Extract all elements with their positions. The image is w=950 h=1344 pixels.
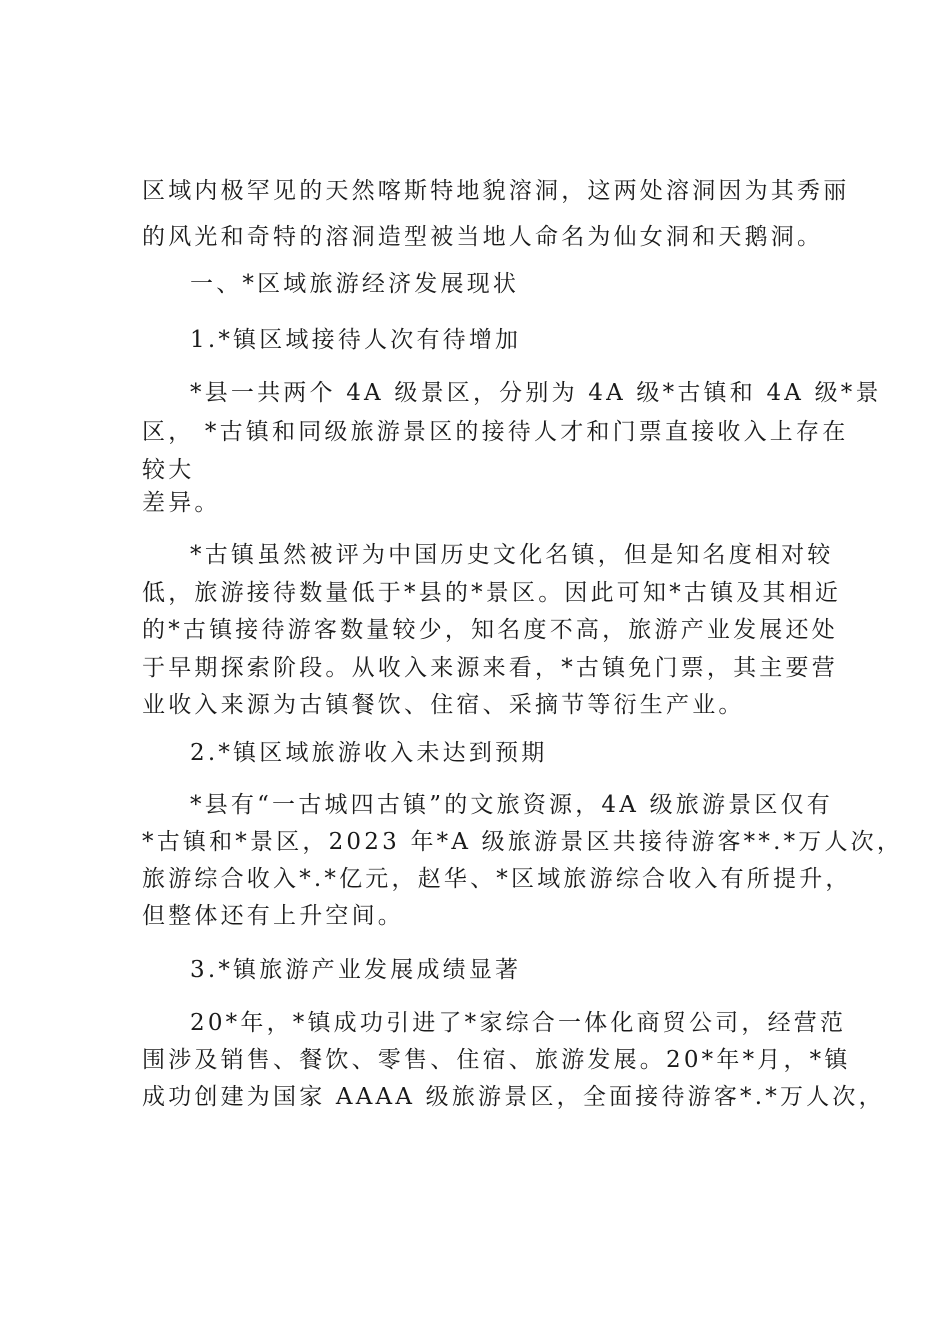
subsection-heading: 1.*镇区域接待人次有待增加 bbox=[190, 327, 522, 353]
body-text-line: *县有“一古城四古镇”的文旅资源，4A 级旅游景区仅有 bbox=[190, 792, 833, 818]
body-text-line: 较大 bbox=[142, 457, 195, 483]
body-text-line: 20*年，*镇成功引进了*家综合一体化商贸公司，经营范 bbox=[190, 1010, 847, 1036]
body-text-line: 区， *古镇和同级旅游景区的接待人才和门票直接收入上存在 bbox=[142, 419, 849, 445]
body-text-line: 区域内极罕见的天然喀斯特地貌溶洞，这两处溶洞因为其秀丽 bbox=[142, 178, 850, 204]
section-heading: 一、*区域旅游经济发展现状 bbox=[190, 271, 520, 297]
body-text-line: *古镇和*景区，2023 年*A 级旅游景区共接待游客**.*万人次， bbox=[142, 829, 904, 855]
body-text-line: 业收入来源为古镇餐饮、住宿、采摘节等衍生产业。 bbox=[142, 692, 745, 718]
body-text-line: 的风光和奇特的溶洞造型被当地人命名为仙女洞和天鹅洞。 bbox=[142, 224, 824, 250]
body-text-line: 围涉及销售、餐饮、零售、住宿、旅游发展。20*年*月，*镇 bbox=[142, 1047, 851, 1073]
body-text-line: *县一共两个 4A 级景区，分别为 4A 级*古镇和 4A 级*景 bbox=[190, 380, 882, 406]
body-text-line: 成功创建为国家 AAAA 级旅游景区，全面接待游客*.*万人次， bbox=[142, 1084, 885, 1110]
body-text-line: 差异。 bbox=[142, 490, 221, 516]
body-text-line: 旅游综合收入*.*亿元，赵华、*区域旅游综合收入有所提升， bbox=[142, 866, 852, 892]
body-text-line: 低，旅游接待数量低于*县的*景区。因此可知*古镇及其相近 bbox=[142, 580, 842, 606]
body-text-line: 但整体还有上升空间。 bbox=[142, 903, 404, 929]
subsection-heading: 3.*镇旅游产业发展成绩显著 bbox=[190, 957, 522, 983]
body-text-line: 于早期探索阶段。从收入来源来看，*古镇免门票，其主要营 bbox=[142, 655, 838, 681]
body-text-line: *古镇虽然被评为中国历史文化名镇，但是知名度相对较 bbox=[190, 542, 834, 568]
body-text-line: 的*古镇接待游客数量较少，知名度不高，旅游产业发展还处 bbox=[142, 617, 838, 643]
subsection-heading: 2.*镇区域旅游收入未达到预期 bbox=[190, 740, 548, 766]
